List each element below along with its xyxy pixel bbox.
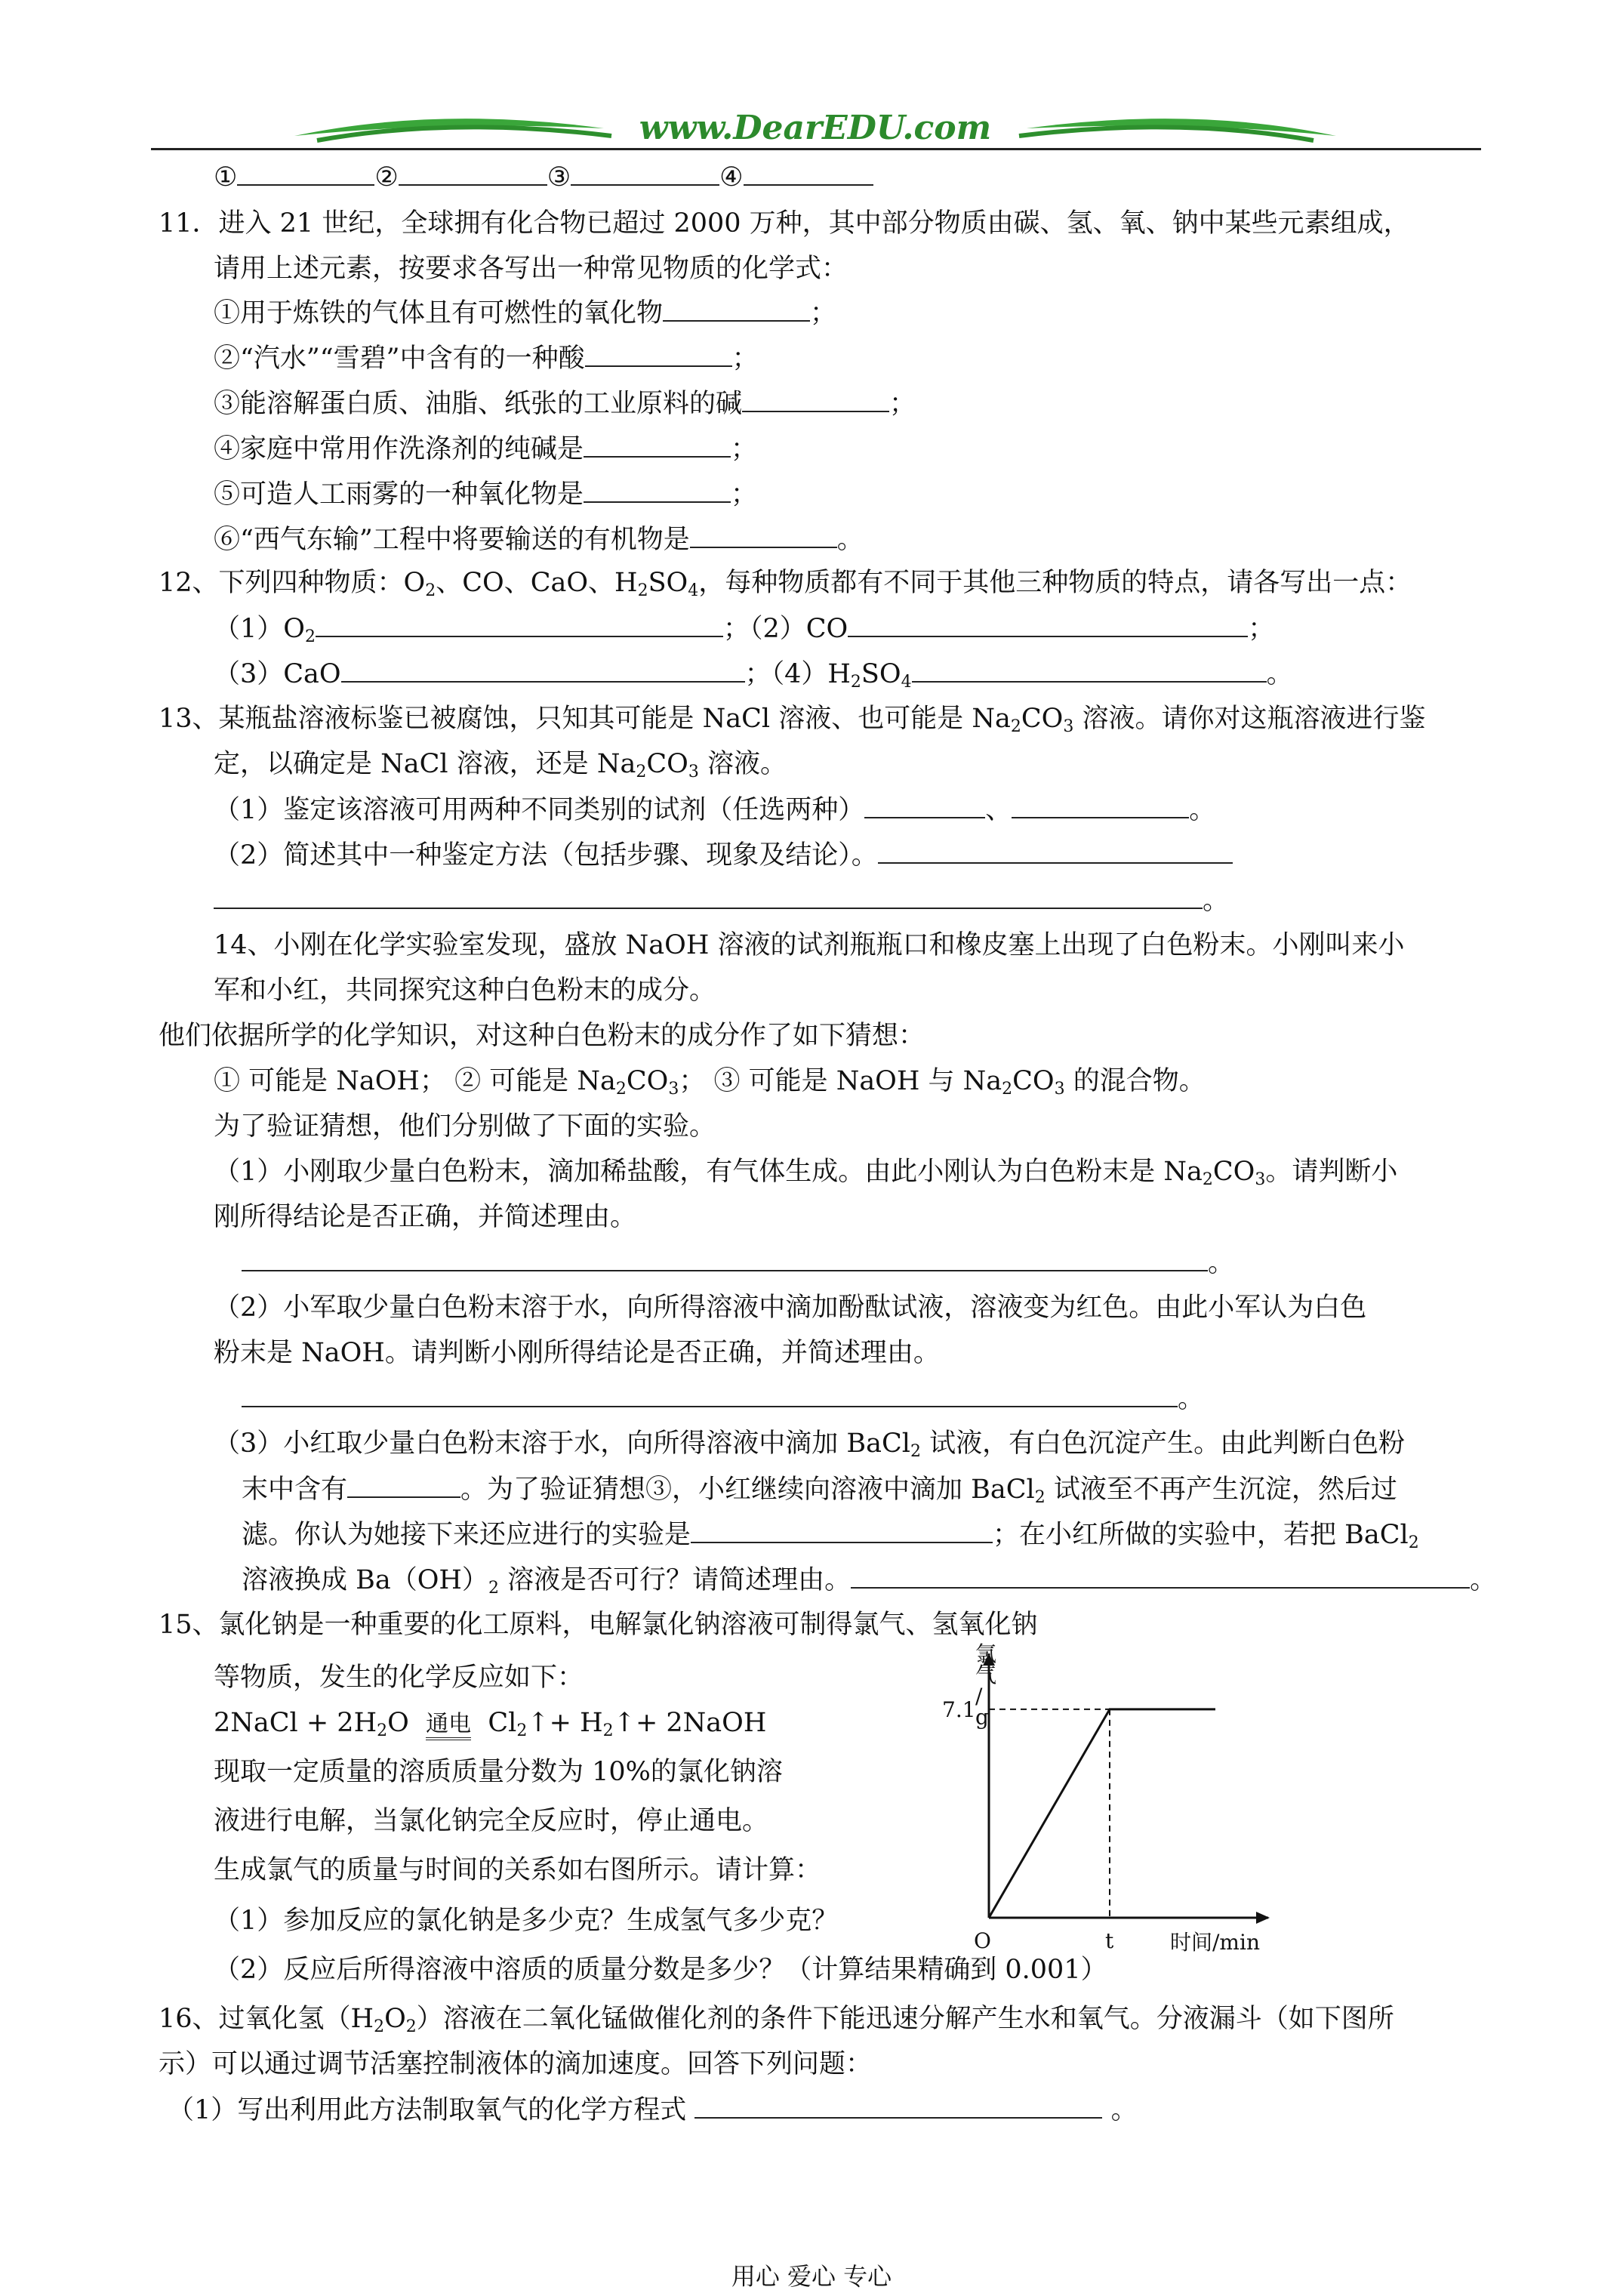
q14-answer-2: 。: [242, 1380, 1204, 1417]
y-axis-label: /: [975, 1684, 983, 1709]
answer-blank[interactable]: [399, 159, 547, 186]
answer-blank[interactable]: [663, 294, 810, 322]
q16-line-2: 示）可以通过调节活塞控制液体的滴加速度。回答下列问题：: [159, 2049, 873, 2079]
q13-sub-2: （2）简述其中一种鉴定方法（包括步骤、现象及结论）。: [214, 837, 1233, 874]
answer-blank[interactable]: [864, 791, 985, 818]
chlorine-series-line: [989, 1709, 1215, 1918]
q11-item-4: ④家庭中常用作洗涤剂的纯碱是 ；: [214, 430, 757, 467]
q14-sub-3d: 溶液换成 $Ba(OH)_2$ 溶液是否可行？请简述理由。 。: [242, 1561, 1496, 1598]
q15-line-7: （1）参加反应的氯化钠是多少克？生成氢气多少克？: [214, 1906, 839, 1936]
answer-blank[interactable]: [242, 1244, 1208, 1271]
header-banner: [287, 106, 1344, 151]
q14-sub-3c: 滤。你认为她接下来还应进行的实验是 ；在小红所做的实验中，若把 BaCl$_2$: [242, 1516, 1419, 1553]
x-tick-label: t: [1105, 1928, 1114, 1953]
q14-line-5: 为了验证猜想，他们分别做了下面的实验。: [214, 1111, 716, 1142]
q14-line-1: 14、小刚在化学实验室发现，盛放 NaOH 溶液的试剂瓶瓶口和橡皮塞上出现了白色粉末。小刚叫来小: [214, 930, 1405, 960]
answer-blank[interactable]: [584, 476, 731, 503]
answer-blank[interactable]: [742, 385, 889, 412]
q15-line-2: 等物质，发生的化学反应如下：: [214, 1663, 584, 1693]
q15-line-8: （2）反应后所得溶液中溶质的质量分数是多少？（计算结果精确到 0.001）: [214, 1955, 1107, 1985]
q11-item-3: ③能溶解蛋白质、油脂、纸张的工业原料的碱 ；: [214, 385, 916, 422]
header-rule: [151, 148, 1481, 150]
q15-equation: 2NaCl + $2H_2O$ 通电 $Cl_2↑+$ $H_2↑+$ 2NaOH: [214, 1708, 767, 1740]
answer-blank[interactable]: [347, 1471, 460, 1498]
q11-item-1: ①用于炼铁的气体且有可燃性的氧化物 ；: [214, 294, 836, 331]
answer-blank[interactable]: [912, 655, 1267, 683]
q13-answer-line: 。: [214, 882, 1229, 919]
q13-sub-1: （1）鉴定该溶液可用两种不同类别的试剂（任选两种） 、 。: [214, 791, 1215, 828]
answer-blank[interactable]: [585, 340, 732, 367]
answer-blank[interactable]: [242, 1380, 1178, 1407]
q13-line-1: 13、某瓶盐溶液标鉴已被腐蚀，只知其可能是 NaCl 溶液、也可能是 $Na_2CO_3$ 溶液。请你对这瓶溶液进行鉴: [159, 704, 1426, 736]
y-axis-label: 气: [975, 1663, 997, 1687]
answer-blank[interactable]: [1012, 791, 1189, 818]
q14-sub-3: （3）小红取少量白色粉末溶于水，向所得溶液中滴加 BaCl$_2$ 试液，有白色沉淀产生。由此判断白色粉: [214, 1428, 1406, 1461]
q11-line-2: 请用上述元素，按要求各写出一种常见物质的化学式：: [214, 254, 848, 284]
origin-label: O: [974, 1928, 991, 1953]
site-logo: www.DearEDU.com: [639, 109, 992, 147]
q15-line-5: 液进行电解，当氯化钠完全反应时，停止通电。: [214, 1806, 769, 1836]
q16-sub-1: （1）写出利用此方法制取氧气的化学方程式 。: [168, 2091, 1138, 2128]
q15-line-6: 生成氯气的质量与时间的关系如右图所示。请计算：: [214, 1855, 822, 1885]
blank-2-label: ②: [374, 162, 399, 193]
blank-row: [214, 159, 873, 196]
q14-sub-2: （2）小军取少量白色粉末溶于水，向所得溶液中滴加酚酞试液，溶液变为红色。由此小军认为白色: [214, 1293, 1367, 1323]
q12-line-1: 12、下列四种物质：$O_2$、CO、CaO、$H_2SO_4$，每种物质都有不同于其他三种物质的特点，请各写出一点：: [159, 568, 1412, 600]
q14-sub-1b: 刚所得结论是否正确，并简述理由。: [214, 1202, 637, 1232]
blank-4-label: ④: [719, 162, 744, 193]
answer-blank[interactable]: [571, 159, 719, 186]
answer-blank[interactable]: [214, 882, 1203, 909]
answer-blank[interactable]: [690, 521, 837, 548]
q13-line-2: 定，以确定是 NaCl 溶液，还是 $Na_2CO_3$ 溶液。: [214, 749, 787, 781]
answer-blank[interactable]: [237, 159, 374, 186]
q11-item-5: ⑤可造人工雨雾的一种氧化物是 ；: [214, 476, 757, 513]
x-axis-label: 时间/min: [1170, 1930, 1260, 1955]
q12-line-2: $(1)O_2$ ；（2）CO ；: [214, 610, 1274, 647]
blank-1-label: ①: [214, 162, 238, 193]
reaction-condition: 通电: [426, 1711, 471, 1740]
q14-sub-1: （1）小刚取少量白色粉末，滴加稀盐酸，有气体生成。由此小刚认为白色粉末是 $Na_2CO_3$。请判断小: [214, 1157, 1398, 1189]
q12-line-3: （3）CaO ；$(4)H_2SO_4$ 。: [214, 655, 1293, 692]
answer-blank[interactable]: [584, 430, 731, 458]
q15-line-4: 现取一定质量的溶质质量分数为 10%的氯化钠溶: [214, 1757, 783, 1787]
answer-blank[interactable]: [848, 610, 1248, 637]
q16-line-1: 16、过氧化氢$(H_2O_2)$溶液在二氧化锰做催化剂的条件下能迅速分解产生水和氧气。分液漏斗（如下图所: [159, 2004, 1394, 2036]
answer-blank[interactable]: [691, 1516, 993, 1543]
y-tick-label: 7.1: [942, 1697, 976, 1722]
page-footer: 用心 爱心 专心: [731, 2262, 892, 2291]
blank-3-label: ③: [547, 162, 571, 193]
q14-guesses: ① 可能是 NaOH； ② 可能是 $Na_2CO_3$； ③ 可能是 NaOH 与 $Na_2CO_3$ 的混合物。: [214, 1066, 1206, 1099]
answer-blank[interactable]: [694, 2091, 1102, 2119]
answer-blank[interactable]: [878, 837, 1233, 864]
answer-blank[interactable]: [341, 655, 745, 683]
q14-answer-1: 。: [242, 1244, 1234, 1281]
q15-line-1: 15、氯化钠是一种重要的化工原料，电解氯化钠溶液可制得氯气、氢氧化钠: [159, 1610, 1038, 1640]
q14-sub-3b: 末中含有 。为了验证猜想③，小红继续向溶液中滴加 BaCl$_2$ 试液至不再产生沉淀，然后过: [242, 1471, 1397, 1508]
q14-line-3: 他们依据所学的化学知识，对这种白色粉末的成分作了如下猜想：: [159, 1021, 925, 1051]
chlorine-mass-chart: [929, 1638, 1283, 1963]
q11-item-2: ②“汽水”“雪碧”中含有的一种酸 ；: [214, 340, 759, 377]
y-axis-label: 氯: [975, 1641, 997, 1666]
x-axis-arrow-icon: [1256, 1912, 1270, 1924]
answer-blank[interactable]: [316, 610, 723, 637]
answer-blank[interactable]: [744, 159, 873, 186]
q11-line-1: 11．进入 21 世纪，全球拥有化合物已超过 2000 万种，其中部分物质由碳、氢、氧、钠中某些元素组成，: [159, 208, 1410, 239]
q14-sub-2b: 粉末是 NaOH。请判断小刚所得结论是否正确，并简述理由。: [214, 1338, 940, 1368]
answer-blank[interactable]: [851, 1561, 1470, 1589]
q11-item-6: ⑥“西气东输”工程中将要输送的有机物是 。: [214, 521, 864, 558]
q14-line-2: 军和小红，共同探究这种白色粉末的成分。: [214, 975, 716, 1006]
y-axis-unit: g: [975, 1705, 989, 1730]
